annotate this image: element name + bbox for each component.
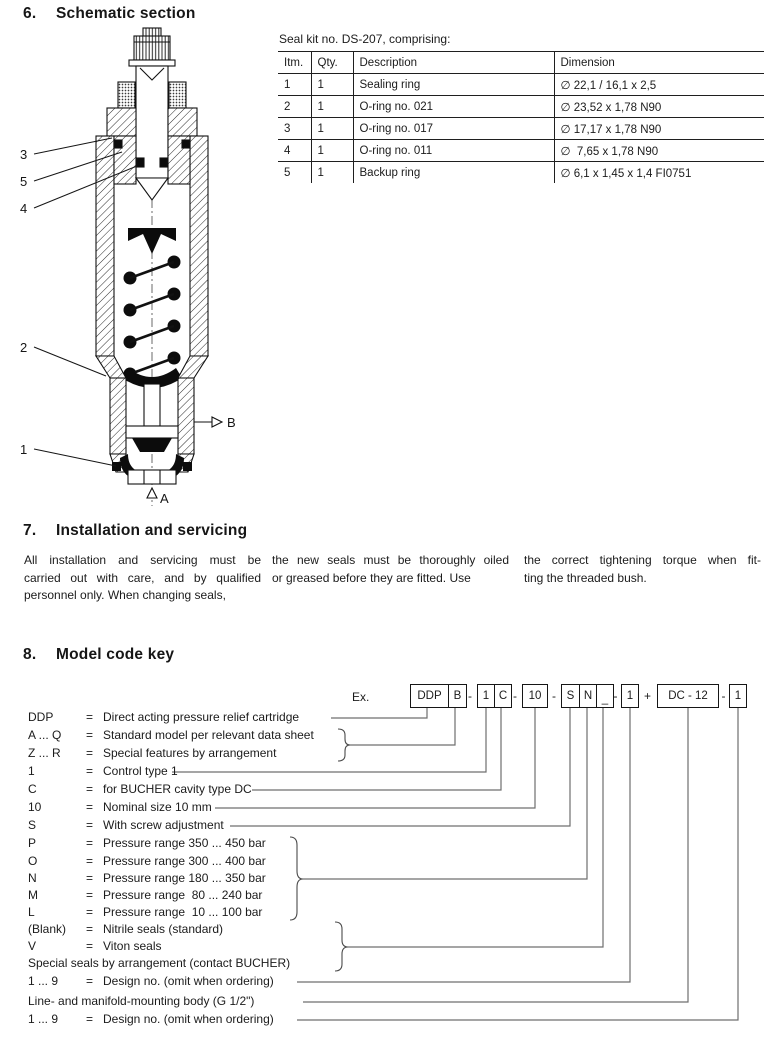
cell-dimension: ∅ 22,1 / 16,1 x 2,5 [554,74,764,96]
key-row [28,888,262,904]
cell-itm: 1 [278,74,311,96]
installation-paragraph-1 [24,552,261,605]
key-eq: = [86,818,94,832]
key-eq: = [86,710,94,724]
key-row [28,974,274,990]
schematic-drawing [10,26,250,513]
key-text: Nitrile seals (standard) [103,922,224,936]
key-text: Special features by arrangement [103,746,277,760]
code-cell: 1 [482,690,490,702]
code-cell: 1 [626,690,634,702]
key-text: Control type 1 [103,764,178,778]
key-code: 1 [28,764,35,778]
key-text: Design no. (omit when ordering) [103,974,274,988]
code-cell: DC - 12 [668,690,708,702]
key-row [28,764,178,780]
code-separator: - [613,689,618,703]
code-cell: B [448,685,466,707]
key-code: 10 [28,800,42,814]
col-header-description: Description [353,52,554,74]
key-text: Special seals by arrangement (contact BUCHER) [28,956,291,970]
code-box-body [657,684,719,708]
key-eq: = [86,905,94,919]
section7-title: Installation and servicing [56,522,248,539]
cell-itm: 5 [278,162,311,184]
item-label-1: 1 [20,442,28,457]
key-eq: = [86,871,94,885]
paragraph-line: or greased before they are fitted. Use [272,570,471,585]
code-cell: C [494,685,511,707]
item-label-2: 2 [20,340,28,355]
section6-title: Schematic section [56,5,196,22]
key-row [28,710,299,726]
cell-dimension: ∅ 7,65 x 1,78 N90 [554,140,764,162]
paragraph-line: All installation and servicing must be [24,553,261,567]
key-text: Pressure range 300 ... 400 bar [103,854,266,868]
key-text: Pressure range 80 ... 240 bar [103,888,263,902]
key-row [28,1012,274,1028]
code-box-adjust-pressure-seal [561,684,614,708]
key-code: A ... Q [28,728,62,742]
key-row [28,905,262,921]
code-separator: - [513,689,517,703]
code-separator: - [721,689,726,703]
code-cell: _ [596,685,613,707]
key-eq: = [86,1012,94,1026]
cell-dimension: ∅ 6,1 x 1,45 x 1,4 FI0751 [554,162,764,184]
key-code: L [28,905,35,919]
key-row [28,854,266,870]
section7-number: 7. [23,522,37,539]
cartridge-cross-section [20,28,236,506]
port-a-label: A [160,491,169,506]
code-box-size [522,684,548,708]
key-code: 1 ... 9 [28,1012,59,1026]
key-eq: = [86,854,94,868]
table-row [278,74,764,96]
key-code: DDP [28,710,54,724]
key-text: Pressure range 350 ... 450 bar [103,836,266,850]
table-row [278,162,764,184]
key-text: Line- and manifold-mounting body (G 1/2") [28,994,255,1008]
col-header-qty: Qty. [311,52,353,74]
key-row [28,782,252,798]
key-eq: = [86,922,94,936]
item-label-4: 4 [20,201,28,216]
key-eq: = [86,836,94,850]
col-header-itm: Itm. [278,52,311,74]
cell-dimension: ∅ 23,52 x 1,78 N90 [554,96,764,118]
cell-qty: 1 [311,140,353,162]
key-text: Pressure range 180 ... 350 bar [103,871,266,885]
code-cell: S [566,690,575,702]
section8-heading [23,646,174,664]
cell-dimension: ∅ 17,17 x 1,78 N90 [554,118,764,140]
key-eq: = [86,746,94,760]
key-eq: = [86,728,94,742]
cell-description: Backup ring [353,162,554,184]
installation-paragraph-2 [272,552,509,587]
seal-kit-header-row [278,52,764,74]
key-code: Z ... R [28,746,61,760]
key-eq: = [86,782,94,796]
key-row [28,956,290,972]
key-row [28,939,161,955]
seal-kit-title: Seal kit no. DS-207, comprising: [279,32,451,46]
key-code: 1 ... 9 [28,974,59,988]
cell-description: O-ring no. 017 [353,118,554,140]
code-box-type [410,684,467,708]
cell-itm: 3 [278,118,311,140]
key-row [28,836,266,852]
table-row [278,140,764,162]
cell-description: O-ring no. 021 [353,96,554,118]
paragraph-line: carried out with care, and by qualified [24,570,261,585]
table-row [278,118,764,140]
port-b-label: B [227,415,236,430]
cell-qty: 1 [311,162,353,184]
code-separator: - [552,689,556,703]
key-eq: = [86,974,94,988]
key-code: (Blank) [28,922,67,936]
section7-heading [23,522,247,540]
item-label-5: 5 [20,174,28,189]
code-box-body-design [729,684,747,708]
key-row [28,922,223,938]
key-text: Direct acting pressure relief cartridge [103,710,300,724]
cell-itm: 4 [278,140,311,162]
key-text: Pressure range 10 ... 100 bar [103,905,263,919]
paragraph-line: the correct tightening torque when fit- [524,553,761,567]
key-text: for BUCHER cavity type DC [103,782,252,796]
cell-description: O-ring no. 011 [353,140,554,162]
code-separator: - [468,689,472,703]
code-box-design [621,684,639,708]
key-code: C [28,782,37,796]
key-row [28,871,266,887]
seal-kit-table [278,51,764,183]
key-code: N [28,871,37,885]
cell-qty: 1 [311,118,353,140]
section8-number: 8. [23,646,37,663]
key-row [28,800,212,816]
code-cell: DDP [417,690,442,702]
key-row [28,818,224,834]
key-row [28,728,314,744]
section6-number: 6. [23,5,37,22]
key-eq: = [86,800,94,814]
key-eq: = [86,888,94,902]
example-label: Ex. [352,690,370,704]
cell-qty: 1 [311,74,353,96]
code-box-control-cavity [477,684,512,708]
paragraph-line: personnel only. When changing seals, [24,588,226,603]
key-code: S [28,818,37,832]
key-code: P [28,836,37,850]
key-code: V [28,939,37,953]
cell-itm: 2 [278,96,311,118]
key-eq: = [86,764,94,778]
key-row [28,994,254,1010]
code-cell: 1 [734,690,742,702]
key-text: Viton seals [103,939,162,953]
col-header-dimension: Dimension [554,52,764,74]
key-text: With screw adjustment [103,818,224,832]
key-text: Design no. (omit when ordering) [103,1012,274,1026]
code-cell: 10 [528,690,542,702]
cell-qty: 1 [311,96,353,118]
key-row [28,746,276,762]
grouping-braces [290,729,350,971]
code-separator: + [643,689,651,703]
section6-heading [23,5,196,23]
item-label-3: 3 [20,147,28,162]
code-cell: N [579,685,596,707]
installation-paragraph-3 [524,552,761,587]
key-eq: = [86,939,94,953]
paragraph-line: ting the threaded bush. [524,570,647,585]
key-code: M [28,888,38,902]
section8-title: Model code key [56,646,175,663]
key-text: Nominal size 10 mm [103,800,212,814]
key-text: Standard model per relevant data sheet [103,728,314,742]
table-row [278,96,764,118]
cell-description: Sealing ring [353,74,554,96]
paragraph-line: the new seals must be thoroughly oiled [272,553,509,567]
key-code: O [28,854,38,868]
